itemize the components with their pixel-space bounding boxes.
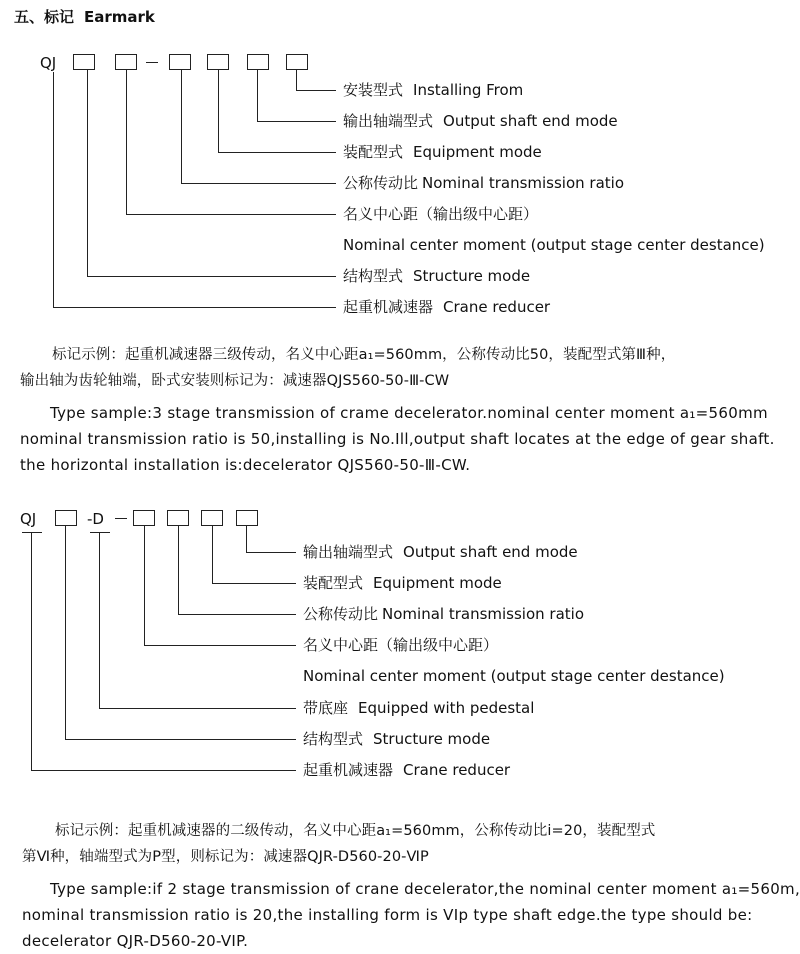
label-cn: 带底座 [303, 699, 349, 717]
label-pedestal [303, 698, 534, 718]
label-cn: 输出轴端型式 [343, 112, 434, 130]
leader-horizontal [53, 307, 336, 308]
label-en: Nominal transmission ratio [422, 174, 625, 192]
example2-cn-line2: 第Ⅵ种，轴端型式为P型，则标记为：减速器QJR-D560-20-ⅥP [22, 849, 429, 865]
label-center-distance-cn [303, 635, 498, 655]
leader-horizontal [144, 645, 296, 646]
label-center-distance-en [343, 235, 765, 255]
code-dash [115, 518, 127, 519]
leader-horizontal [87, 276, 336, 277]
label-crane-reducer [303, 760, 510, 780]
example1-cn-line1: 标记示例：起重机减速器三级传动，名义中心距a₁=560mm，公称传动比50，装配型式第Ⅲ种， [52, 347, 676, 363]
label-cn: 公称传动比 [303, 605, 379, 623]
example2-cn-line1: 标记示例：起重机减速器的二级传动，名义中心距a₁=560mm，公称传动比i=20，装配型式 [55, 823, 656, 839]
example2-en-line2: nominal transmission ratio is 20,the installing form is VIp type shaft edge.the type should be: [22, 906, 753, 924]
code-box-installing [286, 54, 308, 70]
label-output-shaft-end [343, 111, 618, 131]
example1-en-line3: the horizontal installation is:decelerator QJS560-50-Ⅲ-CW. [20, 456, 471, 474]
label-en: Nominal transmission ratio [382, 605, 585, 623]
leader-vertical [99, 533, 100, 708]
label-transmission-ratio [303, 604, 584, 624]
label-en: Crane reducer [403, 761, 511, 779]
leader-vertical [87, 70, 88, 276]
label-en: Output shaft end mode [443, 112, 618, 130]
label-en: Structure mode [373, 730, 491, 748]
leader-vertical [212, 526, 213, 583]
label-en: Structure mode [413, 267, 531, 285]
leader-vertical [53, 72, 54, 307]
label-en: Equipped with pedestal [358, 699, 535, 717]
code-box-shaft-end [236, 510, 258, 526]
leader-horizontal [218, 152, 336, 153]
label-cn: 装配型式 [303, 574, 364, 592]
code-box-structure [55, 510, 77, 526]
label-en: Nominal center moment (output stage center destance) [303, 667, 725, 685]
leader-vertical [126, 70, 127, 214]
leader-horizontal [296, 90, 336, 91]
code-dash [146, 62, 158, 63]
code-box-ratio [167, 510, 189, 526]
label-cn: 起重机减速器 [343, 298, 434, 316]
section-title-en: Earmark [84, 8, 155, 26]
leader-vertical [257, 70, 258, 121]
example2-en-line3: decelerator QJR-D560-20-VIP. [22, 932, 249, 950]
label-cn: 安装型式 [343, 81, 404, 99]
leader-vertical [246, 526, 247, 552]
label-en: Nominal center moment (output stage center destance) [343, 236, 765, 254]
code-box-structure [73, 54, 95, 70]
code-box-center-moment [133, 510, 155, 526]
code-box-equipment [207, 54, 229, 70]
leader-horizontal [126, 214, 336, 215]
label-en: Installing From [413, 81, 524, 99]
leader-horizontal [178, 614, 296, 615]
code-box-ratio [169, 54, 191, 70]
label-structure-mode [343, 266, 530, 286]
example1-en-line2: nominal transmission ratio is 50,installing is No.Ill,output shaft locates at the edge of gear shaft. [20, 430, 775, 448]
label-cn: 装配型式 [343, 143, 404, 161]
example1-en-line1: Type sample:3 stage transmission of crame decelerator.nominal center moment a₁=560mm [50, 404, 768, 422]
label-cn: 公称传动比 [343, 174, 419, 192]
leader-vertical [178, 526, 179, 614]
code-prefix: QJ [20, 510, 37, 528]
leader-vertical [218, 70, 219, 152]
label-equipment-mode [303, 573, 502, 593]
label-center-distance-en [303, 666, 725, 686]
label-transmission-ratio [343, 173, 624, 193]
code-mid-d: -D [87, 510, 104, 528]
example1-cn-line2: 输出轴为齿轮轴端，卧式安装则标记为：减速器QJS560-50-Ⅲ-CW [20, 373, 450, 389]
label-cn: 名义中心距（输出级中心距） [343, 205, 539, 223]
label-cn: 结构型式 [343, 267, 404, 285]
leader-vertical [296, 70, 297, 90]
label-equipment-mode [343, 142, 542, 162]
label-center-distance-cn [343, 204, 538, 224]
label-en: Equipment mode [373, 574, 502, 592]
leader-vertical [31, 533, 32, 770]
qj-underline [22, 532, 42, 533]
leader-horizontal [31, 770, 296, 771]
label-crane-reducer [343, 297, 550, 317]
code-prefix: QJ [40, 54, 57, 72]
label-cn: 输出轴端型式 [303, 543, 394, 561]
code-box-equipment [201, 510, 223, 526]
section-heading [14, 6, 155, 27]
label-en: Equipment mode [413, 143, 542, 161]
label-output-shaft-end [303, 542, 578, 562]
label-cn: 名义中心距（输出级中心距） [303, 636, 499, 654]
section-title-cn: 五、标记 [14, 8, 75, 26]
leader-vertical [181, 70, 182, 183]
label-en: Output shaft end mode [403, 543, 578, 561]
label-installing-form [343, 80, 523, 100]
label-structure-mode [303, 729, 490, 749]
leader-vertical [144, 526, 145, 645]
d-underline [90, 532, 110, 533]
leader-horizontal [246, 552, 296, 553]
code-box-center-moment [115, 54, 137, 70]
code-box-shaft-end [247, 54, 269, 70]
leader-vertical [65, 526, 66, 739]
leader-horizontal [212, 583, 296, 584]
leader-horizontal [99, 708, 296, 709]
example2-en-line1: Type sample:if 2 stage transmission of crane decelerator,the nominal center moment a₁=560m, [50, 880, 800, 898]
label-cn: 结构型式 [303, 730, 364, 748]
leader-horizontal [65, 739, 296, 740]
label-cn: 起重机减速器 [303, 761, 394, 779]
leader-horizontal [181, 183, 336, 184]
leader-horizontal [257, 121, 336, 122]
label-en: Crane reducer [443, 298, 551, 316]
